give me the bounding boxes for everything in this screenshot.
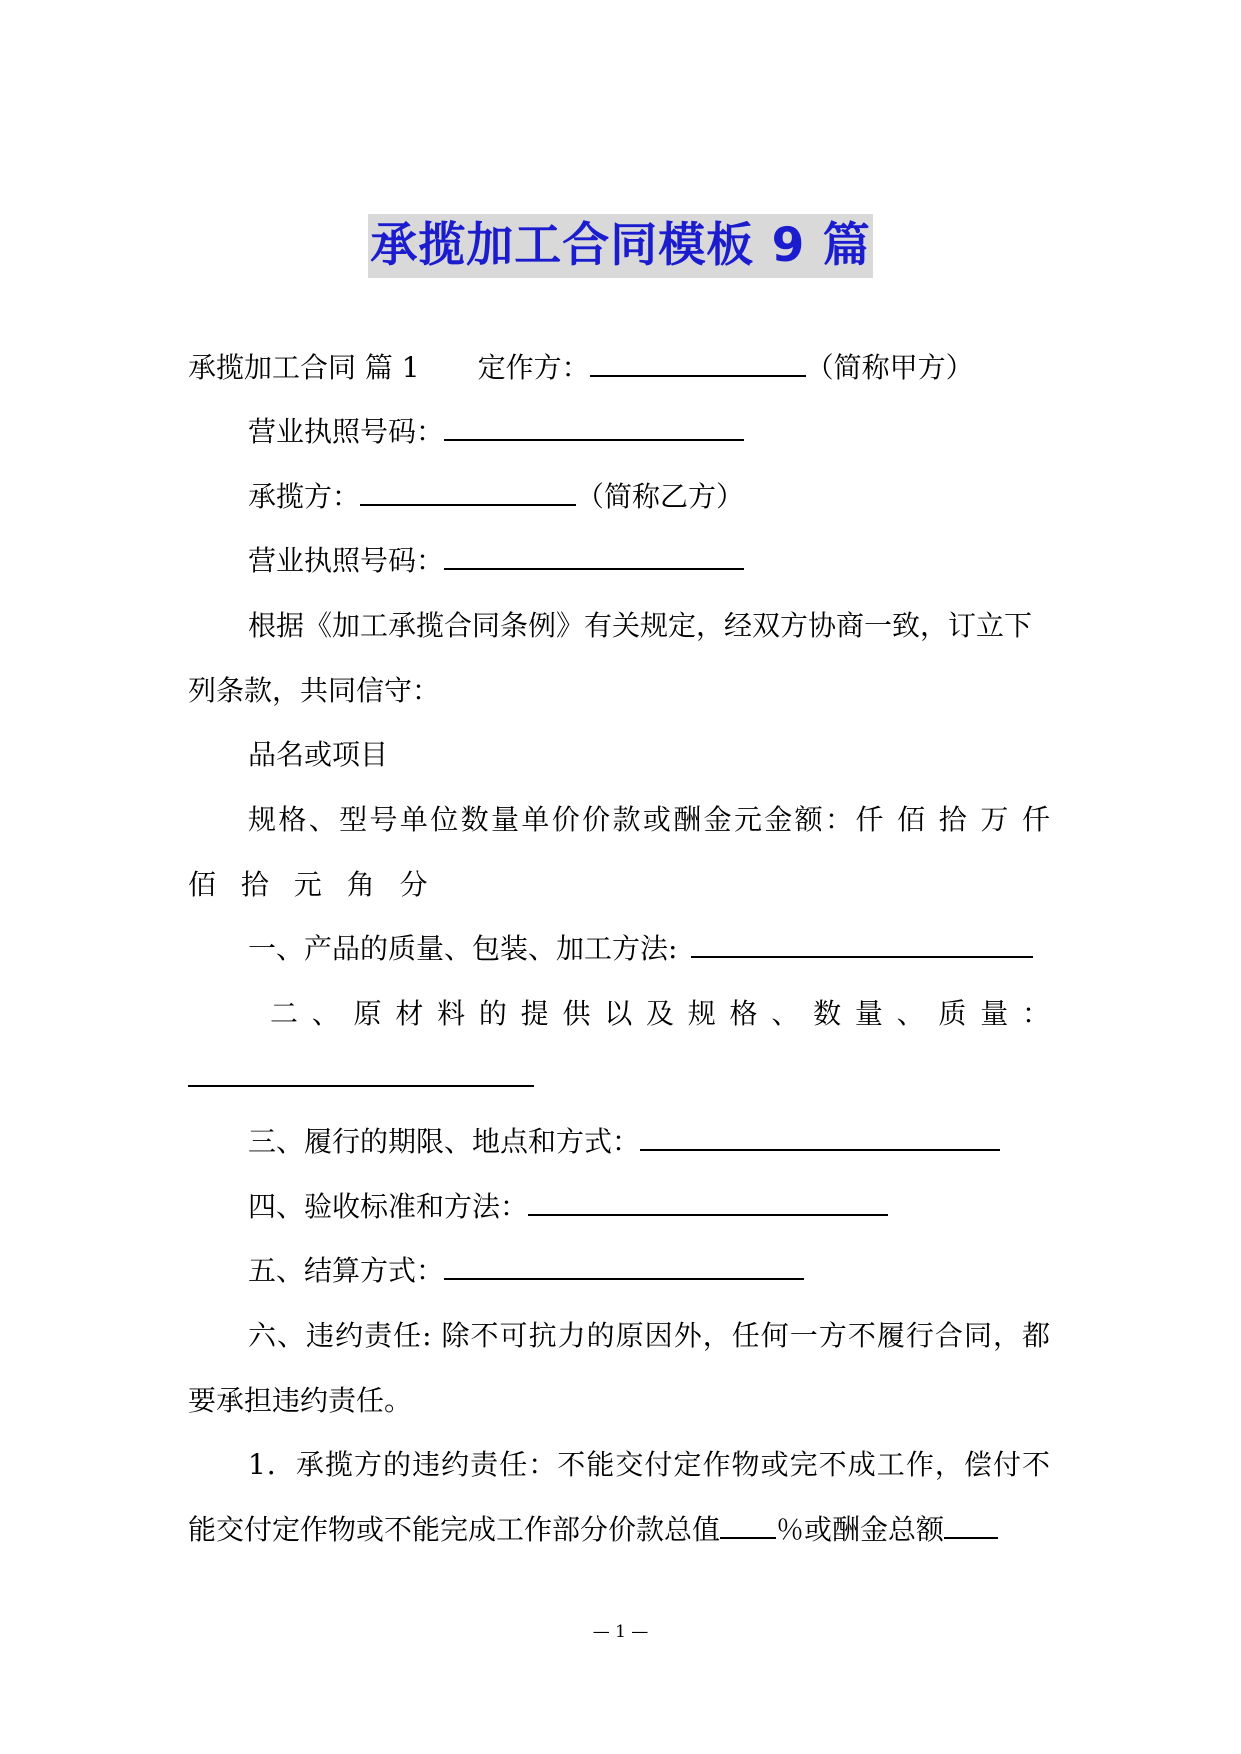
item-name: 品名或项目 (248, 738, 389, 771)
party-a-blank[interactable] (590, 349, 806, 377)
clause-5-blank[interactable] (444, 1252, 804, 1280)
party-a-label: 定作方： (477, 351, 590, 384)
sub-clause-1-line-1: 1．承揽方的违约责任：不能交付定作物或完不成工作，偿付不 (248, 1448, 1050, 1481)
party-b-label: 承揽方： (248, 480, 361, 513)
party-b-blank[interactable] (360, 478, 576, 506)
license-line-b (248, 541, 744, 581)
party-b-line (248, 477, 744, 517)
clause-5-line (248, 1251, 804, 1291)
clause-1-label: 一、产品的质量、包装、加工方法: (248, 932, 678, 965)
heading-line (188, 348, 974, 388)
license-label-b: 营业执照号码： (248, 544, 445, 577)
sub-clause-1-text-a: 能交付定作物或不能完成工作部分价款总值 (188, 1513, 721, 1546)
clause-2-blank-line (188, 1058, 534, 1098)
spec-line-1: 规格、型号单位数量单价价款或酬金元金额：仟 佰 拾 万 仟 (248, 803, 1050, 836)
clause-1-line (248, 929, 1033, 969)
page-number: — 1 — (592, 1622, 649, 1642)
spec-line-2: 佰 拾 元 角 分 (188, 868, 436, 901)
contract-heading: 承揽加工合同 篇 1 (188, 351, 420, 384)
clause-6-line-1: 六、违约责任: 除不可抗力的原因外，任何一方不履行合同，都 (248, 1319, 1050, 1352)
clause-4-blank[interactable] (528, 1188, 888, 1216)
intro-line-1: 根据《加工承揽合同条例》有关规定，经双方协商一致，订立下 (248, 609, 1033, 642)
clause-1-blank[interactable] (691, 930, 1033, 958)
sub-clause-1-line-2 (188, 1510, 998, 1550)
amount-blank[interactable] (944, 1511, 998, 1539)
title-wrap (0, 214, 1241, 278)
sub-clause-1-text-b: ％或酬金总额 (776, 1513, 945, 1546)
percent-blank[interactable] (720, 1511, 776, 1539)
clause-3-blank[interactable] (640, 1123, 1000, 1151)
clause-3-label: 三、履行的期限、地点和方式： (248, 1125, 641, 1158)
clause-4-line (248, 1187, 888, 1227)
clause-4-label: 四、验收标准和方法： (248, 1190, 529, 1223)
party-b-suffix: （简称乙方） (576, 480, 745, 513)
license-blank-b[interactable] (444, 542, 744, 570)
party-a-suffix: （简称甲方） (805, 351, 974, 384)
license-label-a: 营业执照号码： (248, 415, 445, 448)
intro-line-2: 列条款，共同信守： (188, 674, 441, 707)
clause-2-blank[interactable] (188, 1059, 534, 1087)
clause-6-line-2: 要承担违约责任。 (188, 1384, 413, 1417)
clause-5-label: 五、结算方式： (248, 1254, 445, 1287)
clause-2-label: 二、原材料的提供以及规格、数量、质量： (270, 997, 1050, 1030)
document-title: 承揽加工合同模板 9 篇 (368, 214, 872, 278)
license-line-a (248, 412, 744, 452)
clause-3-line (248, 1122, 1000, 1162)
license-blank-a[interactable] (444, 413, 744, 441)
